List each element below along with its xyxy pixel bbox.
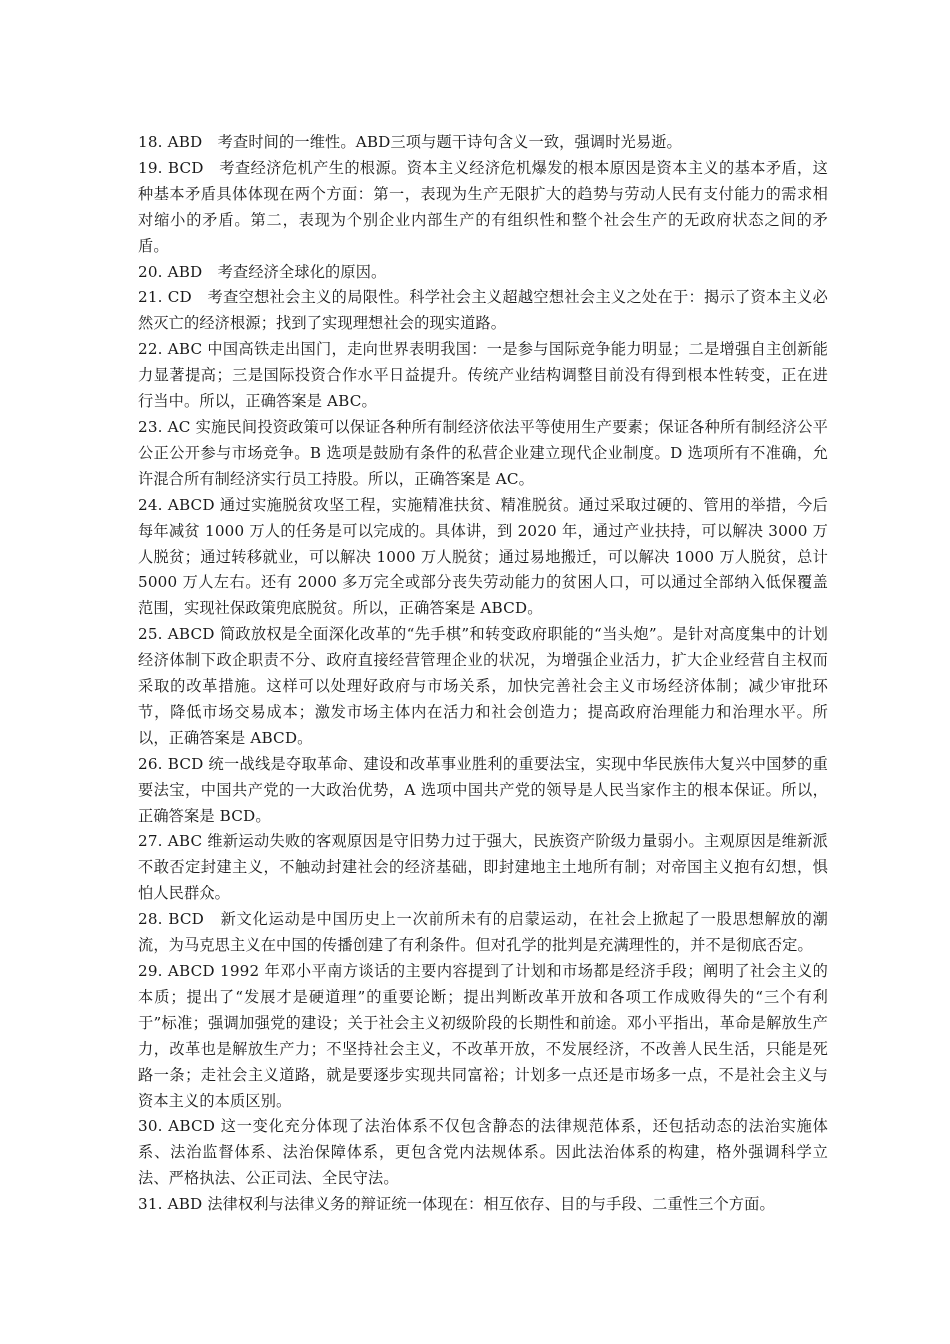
answer-item-24: 24. ABCD 通过实施脱贫攻坚工程，实施精准扶贫、精准脱贫。通过采取过硬的、管用的举措，今后每年减贫 1000 万人的任务是可以完成的。具体讲，到 2020 年，通过产业扶持，可以解决 3000 万人脱贫；通过转移就业，可以解决 1000 万人脱贫；通过易地搬迁，可以解决 1000 万人脱贫，总计 5000 万人左右。还有 2000 多万完全或部分丧失劳动能力的贫困人口，可以通过全部纳入低保覆盖范围，实现社保政策兜底脱贫。所以，正确答案是 ABCD。 [138, 495, 828, 618]
answer-item-26: 26. BCD 统一战线是夺取革命、建设和改革事业胜利的重要法宝，实现中华民族伟大复兴中国梦的重要法宝，中国共产党的一大政治优势，A 选项中国共产党的领导是人民当家作主的根本保证。所以，正确答案是 BCD。 [138, 754, 828, 825]
answer-item-18: 18. ABD 考查时间的一维性。ABD三项与题干诗句含义一致，强调时光易逝。 [138, 133, 682, 151]
answer-item-20: 20. ABD 考查经济全球化的原因。 [138, 262, 387, 281]
answer-item-29: 29. ABCD 1992 年邓小平南方谈话的主要内容提到了计划和市场都是经济手段；阐明了社会主义的本质；提出了“发展才是硬道理”的重要论断；提出判断改革开放和各项工作成败得失的“三个有利于”标准；强调加强党的建设；关于社会主义初级阶段的长期性和前途。邓小平指出，革命是解放生产力，改革也是解放生产力；不坚持社会主义，不改革开放，不发展经济，不改善人民生活，只能是死路一条；走社会主义道路，就是要逐步实现共同富裕；计划多一点还是市场多一点，不是社会主义与资本主义的本质区别。 [138, 962, 828, 1110]
answer-item-27: 27. ABC 维新运动失败的客观原因是守旧势力过于强大，民族资产阶级力量弱小。主观原因是维新派不敢否定封建主义，不触动封建社会的经济基础，即封建地主土地所有制；对帝国主义抱有幻想，惧怕人民群众。 [138, 832, 828, 903]
answer-item-19: 19. BCD 考查经济危机产生的根源。资本主义经济危机爆发的根本原因是资本主义的基本矛盾，这种基本矛盾具体体现在两个方面：第一，表现为生产无限扩大的趋势与劳动人民有支付能力的需求相对缩小的矛盾。第二，表现为个别企业内部生产的有组织性和整个社会生产的无政府状态之间的矛盾。 [138, 158, 828, 255]
answer-item-23: 23. AC 实施民间投资政策可以保证各种所有制经济依法平等使用生产要素；保证各种所有制经济公平公正公开参与市场竞争。B 选项是鼓励有条件的私营企业建立现代企业制度。D 选项所有不准确，允许混合所有制经济实行员工持股。所以，正确答案是 AC。 [138, 417, 828, 488]
answer-item-28: 28. BCD 新文化运动是中国历史上一次前所未有的启蒙运动，在社会上掀起了一股思想解放的潮流，为马克思主义在中国的传播创建了有利条件。但对孔学的批判是充满理性的，并不是彻底否定。 [138, 910, 828, 955]
answer-item-31: 31. ABD 法律权利与法律义务的辩证统一体现在：相互依存、目的与手段、二重性三个方面。 [138, 1195, 775, 1214]
answer-item-25: 25. ABCD 简政放权是全面深化改革的“先手棋”和转变政府职能的“当头炮”。是针对高度集中的计划经济体制下政企职责不分、政府直接经营管理企业的状况，为增强企业活力，扩大企业经营自主权而采取的改革措施。这样可以处理好政府与市场关系，加快完善社会主义市场经济体制；减少审批环节，降低市场交易成本；激发市场主体内在活力和社会创造力；提高政府治理能力和治理水平。所以，正确答案是 ABCD。 [138, 625, 828, 747]
answer-item-21: 21. CD 考查空想社会主义的局限性。科学社会主义超越空想社会主义之处在于：揭示了资本主义必然灭亡的经济根源；找到了实现理想社会的现实道路。 [138, 288, 828, 333]
answer-list [138, 130, 828, 1218]
answer-item-30: 30. ABCD 这一变化充分体现了法治体系不仅包含静态的法律规范体系，还包括动态的法治实施体系、法治监督体系、法治保障体系，更包含党内法规体系。因此法治体系的构建，格外强调科学立法、严格执法、公正司法、全民守法。 [138, 1117, 828, 1188]
answer-item-22: 22. ABC 中国高铁走出国门，走向世界表明我国：一是参与国际竞争能力明显；二是增强自主创新能力显著提高；三是国际投资合作水平日益提升。传统产业结构调整目前没有得到根本性转变，正在进行当中。所以，正确答案是 ABC。 [138, 340, 828, 411]
